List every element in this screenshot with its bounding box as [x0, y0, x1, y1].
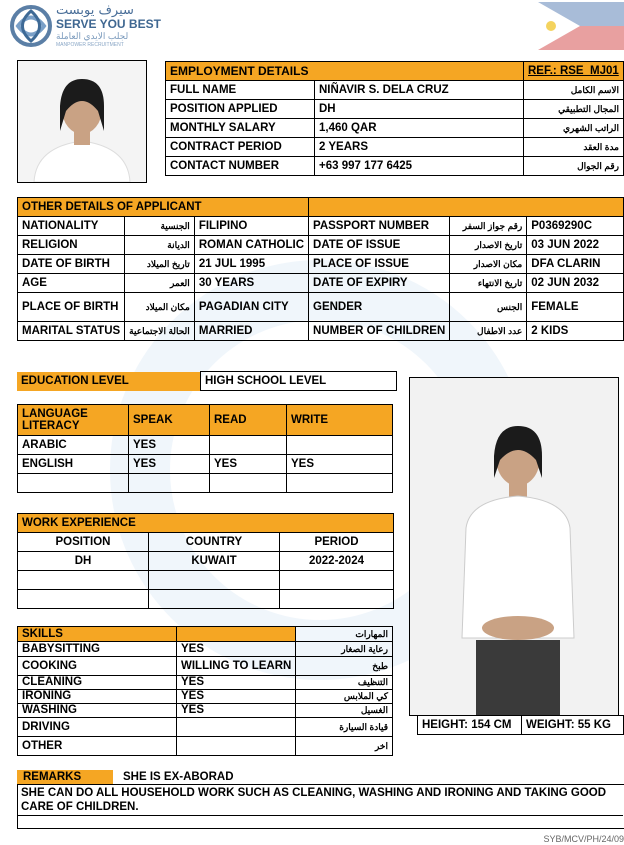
full-name-label: FULL NAME — [166, 81, 315, 100]
table-row: DH KUWAIT 2022-2024 — [18, 552, 394, 571]
brand-name: SERVE YOU BEST — [56, 17, 161, 31]
table-row: PLACE OF BIRTH مكان الميلاد PAGADIAN CITY GENDER الجنس FEMALE — [18, 293, 624, 322]
remarks-label: REMARKS — [17, 770, 113, 784]
brand-arabic: سيرف يوبست — [56, 3, 134, 18]
table-row: ENGLISH YES YES YES — [18, 455, 393, 474]
document-code: SYB/MCV/PH/24/09 — [543, 834, 624, 844]
company-logo — [10, 3, 180, 51]
salary-value: 1,460 QAR — [315, 119, 524, 138]
full-name-value: NIÑAVIR S. DELA CRUZ — [315, 81, 524, 100]
brand-sub: MANPOWER RECRUITMENT — [56, 42, 124, 48]
brand-sub-arabic: لجلب الايدي العاملة — [56, 31, 129, 41]
position-value: DH — [315, 100, 524, 119]
contract-arabic: مدة العقد — [524, 138, 624, 157]
skills-table: SKILLS المهارات BABYSITTING YES رعاية الصغار COOKING WILLING TO LEARN طبخ CLEANING YES التنظيف IRONING YES كي الملابس WASHING YES الغسيل DRIVING قيادة السيارة OTHER اخر — [17, 626, 393, 756]
remarks-text: SHE CAN DO ALL HOUSEHOLD WORK SUCH AS CLEANING, WASHING AND IRONING AND TAKING GOOD CARE OF CHILDREN. — [21, 787, 607, 813]
table-row: COOKING WILLING TO LEARN طبخ — [18, 657, 393, 676]
table-row: DATE OF BIRTH تاريخ الميلاد 21 JUL 1995 PLACE OF ISSUE مكان الاصدار DFA CLARIN — [18, 255, 624, 274]
other-details-table — [17, 197, 624, 341]
body-measurements-table — [417, 715, 624, 735]
language-header: LANGUAGE LITERACY — [18, 405, 129, 436]
reference-number: REF.: RSE_MJ01 — [524, 62, 624, 81]
remarks-section — [17, 770, 624, 828]
table-row: MARITAL STATUS الحالة الاجتماعية MARRIED NUMBER OF CHILDREN عدد الاطفال 2 KIDS — [18, 322, 624, 341]
table-row: OTHER اخر — [18, 737, 393, 756]
height-value: HEIGHT: 154 CM — [418, 716, 522, 735]
remarks-short: SHE IS EX-ABORAD — [123, 771, 234, 783]
table-row: NATIONALITY الجنسية FILIPINO PASSPORT NUMBER رقم جواز السفر P0369290C — [18, 217, 624, 236]
contact-value: +63 997 177 6425 — [315, 157, 524, 176]
work-experience-title: WORK EXPERIENCE — [18, 514, 394, 533]
full-name-arabic: الاسم الكامل — [524, 81, 624, 100]
philippines-flag-icon — [538, 2, 624, 50]
weight-value: WEIGHT: 55 KG — [522, 716, 624, 735]
education-table — [17, 371, 397, 391]
education-label: EDUCATION LEVEL — [17, 372, 201, 391]
education-value: HIGH SCHOOL LEVEL — [201, 372, 397, 391]
other-details-title: OTHER DETAILS OF APPLICANT — [18, 198, 309, 217]
contract-label: CONTRACT PERIOD — [166, 138, 315, 157]
table-row: AGE العمر 30 YEARS DATE OF EXPIRY تاريخ الانتهاء 02 JUN 2032 — [18, 274, 624, 293]
employment-details-table — [165, 61, 624, 176]
table-row: IRONING YES كي الملابس — [18, 690, 393, 704]
employment-title: EMPLOYMENT DETAILS — [166, 62, 524, 81]
contact-label: CONTACT NUMBER — [166, 157, 315, 176]
position-arabic: المجال التطبيقي — [524, 100, 624, 119]
table-row: DRIVING قيادة السيارة — [18, 718, 393, 737]
contact-arabic: رقم الجوال — [524, 157, 624, 176]
position-label: POSITION APPLIED — [166, 100, 315, 119]
skills-title: SKILLS — [18, 627, 177, 642]
language-table: LANGUAGE LITERACY SPEAK READ WRITE ARABIC YES ENGLISH YES YES YES — [17, 404, 393, 493]
table-row: CLEANING YES التنظيف — [18, 676, 393, 690]
salary-label: MONTHLY SALARY — [166, 119, 315, 138]
applicant-portrait-photo — [17, 60, 147, 183]
salary-arabic: الراتب الشهري — [524, 119, 624, 138]
table-row: WASHING YES الغسيل — [18, 704, 393, 718]
work-experience-table: WORK EXPERIENCE POSITION COUNTRY PERIOD DH KUWAIT 2022-2024 — [17, 513, 394, 609]
table-row: ARABIC YES — [18, 436, 393, 455]
table-row: BABYSITTING YES رعاية الصغار — [18, 642, 393, 657]
table-row: RELIGION الديانة ROMAN CATHOLIC DATE OF ISSUE تاريخ الاصدار 03 JUN 2022 — [18, 236, 624, 255]
logo-knot-icon — [10, 5, 52, 47]
contract-value: 2 YEARS — [315, 138, 524, 157]
applicant-full-body-photo — [409, 377, 619, 716]
